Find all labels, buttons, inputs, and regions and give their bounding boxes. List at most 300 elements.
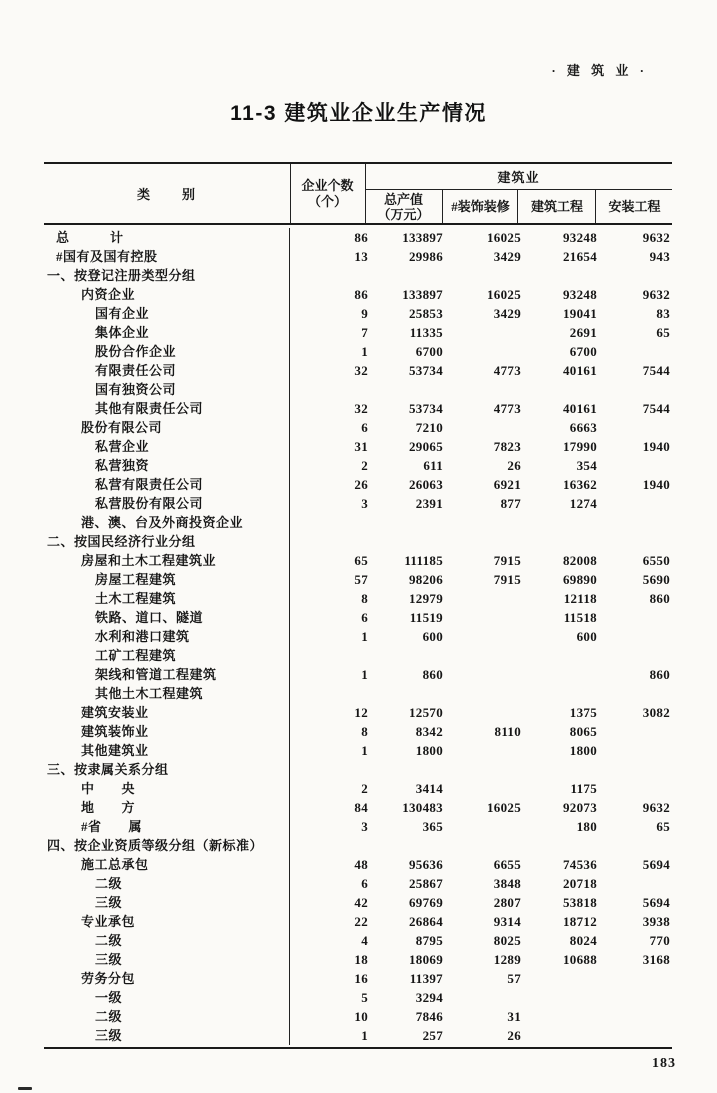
row-label: 国有企业	[44, 304, 290, 323]
row-value: 4	[361, 933, 368, 948]
row-value: 5690	[642, 572, 670, 587]
row-value: 6921	[493, 477, 521, 492]
row-value: 26	[507, 1028, 521, 1043]
row-value: 365	[422, 819, 443, 834]
row-label: 其他建筑业	[44, 741, 290, 760]
row-value	[597, 722, 670, 741]
row-value: 611	[423, 458, 443, 473]
table-row	[44, 836, 672, 855]
row-value: 65	[656, 325, 670, 340]
row-label: 私营股份有限公司	[44, 494, 290, 513]
table-body	[44, 225, 672, 1049]
table-row	[44, 988, 672, 1007]
row-value: 8342	[415, 724, 443, 739]
row-value: 22	[354, 914, 368, 929]
row-value: 21654	[563, 249, 597, 264]
row-value: 26	[507, 458, 521, 473]
row-value	[521, 1026, 597, 1045]
row-value: 93248	[563, 287, 597, 302]
row-label: 水利和港口建筑	[44, 627, 290, 646]
row-label: 一、按登记注册类型分组	[44, 266, 290, 285]
row-value: 17990	[563, 439, 597, 454]
table-row	[44, 855, 672, 874]
row-value	[443, 646, 521, 665]
row-value	[521, 988, 597, 1007]
row-value: 16025	[487, 287, 521, 302]
table-row	[44, 931, 672, 950]
row-value: 6	[361, 420, 368, 435]
row-label: 总 计	[44, 228, 290, 247]
row-value: 860	[649, 667, 670, 682]
row-value: 7544	[642, 401, 670, 416]
row-value	[521, 665, 597, 684]
table-row	[44, 551, 672, 570]
row-value: 18069	[409, 952, 443, 967]
header-decoration	[442, 190, 518, 223]
row-value: 5	[361, 990, 368, 1005]
row-value	[597, 1026, 670, 1045]
row-value	[521, 380, 597, 399]
row-label: 三级	[44, 950, 290, 969]
row-value	[521, 1007, 597, 1026]
row-value: 7915	[493, 553, 521, 568]
row-value: 95636	[409, 857, 443, 872]
row-value: 9632	[642, 287, 670, 302]
page-title: 11-3 建筑业企业生产情况	[230, 102, 487, 125]
row-value: 53734	[409, 401, 443, 416]
row-value: 1800	[569, 743, 597, 758]
table-row	[44, 266, 672, 285]
row-value: 1	[361, 743, 368, 758]
row-value	[290, 760, 368, 779]
row-value: 1274	[569, 496, 597, 511]
row-label: 土木工程建筑	[44, 589, 290, 608]
row-value	[443, 988, 521, 1007]
row-value: 84	[354, 800, 368, 815]
table-row	[44, 399, 672, 418]
row-value: 16025	[487, 230, 521, 245]
row-value: 8	[361, 591, 368, 606]
row-value	[443, 665, 521, 684]
row-value: 7846	[415, 1009, 443, 1024]
table-row	[44, 760, 672, 779]
row-label: 铁路、道口、隧道	[44, 608, 290, 627]
row-value	[290, 513, 368, 532]
header-gross-output-line2: （万元）	[377, 206, 430, 222]
row-value	[521, 684, 597, 703]
row-value: 8065	[569, 724, 597, 739]
row-value: 877	[500, 496, 521, 511]
header-enterprise-count-line2: （个）	[307, 193, 347, 209]
row-value: 26864	[409, 914, 443, 929]
row-value: 12570	[409, 705, 443, 720]
header-enterprise-count-line1: 企业个数	[301, 177, 354, 193]
row-value: 130483	[402, 800, 443, 815]
row-value	[597, 532, 670, 551]
row-value: 69769	[409, 895, 443, 910]
row-value: 20718	[563, 876, 597, 891]
row-value	[443, 684, 521, 703]
table-row	[44, 342, 672, 361]
row-value: 10688	[563, 952, 597, 967]
header-construction-works	[517, 190, 596, 223]
table-row	[44, 874, 672, 893]
row-value	[368, 532, 443, 551]
row-label: 内资企业	[44, 285, 290, 304]
row-value: 11335	[409, 325, 443, 340]
header-decoration-line1: #装饰装修	[451, 199, 510, 214]
row-value: 9632	[642, 230, 670, 245]
row-value	[368, 646, 443, 665]
header-group-construction: 建筑业	[365, 164, 672, 190]
row-value	[597, 266, 670, 285]
row-value: 11397	[409, 971, 443, 986]
row-value	[597, 380, 670, 399]
row-value: 42	[354, 895, 368, 910]
row-value: 2807	[493, 895, 521, 910]
row-label: 施工总承包	[44, 855, 290, 874]
row-value	[443, 760, 521, 779]
table-row	[44, 1026, 672, 1045]
table-row	[44, 893, 672, 912]
row-label: 股份合作企业	[44, 342, 290, 361]
row-value: 18	[354, 952, 368, 967]
row-value: 19041	[563, 306, 597, 321]
row-label: 专业承包	[44, 912, 290, 931]
table-row	[44, 589, 672, 608]
row-value: 26063	[409, 477, 443, 492]
row-value: 82008	[563, 553, 597, 568]
row-value: 86	[354, 230, 368, 245]
row-value: 12118	[563, 591, 597, 606]
row-value: 943	[649, 249, 670, 264]
row-value: 53818	[563, 895, 597, 910]
table-row	[44, 228, 672, 247]
row-value: 5694	[642, 857, 670, 872]
row-value: 7210	[415, 420, 443, 435]
row-value: 3429	[493, 249, 521, 264]
table-row	[44, 798, 672, 817]
table-header	[44, 162, 672, 225]
row-label: 二级	[44, 931, 290, 950]
row-value: 7823	[493, 439, 521, 454]
row-label: 二、按国民经济行业分组	[44, 532, 290, 551]
header-enterprise-count	[290, 164, 366, 223]
header-gross-output-line1: 总产值	[383, 191, 423, 207]
row-label: 三级	[44, 893, 290, 912]
row-value	[597, 342, 670, 361]
row-value: 16025	[487, 800, 521, 815]
row-value: 1175	[570, 781, 597, 796]
row-label: 港、澳、台及外商投资企业	[44, 513, 290, 532]
row-value: 3938	[642, 914, 670, 929]
row-value	[443, 817, 521, 836]
row-value: 92073	[563, 800, 597, 815]
row-value	[597, 741, 670, 760]
row-value	[368, 380, 443, 399]
row-value: 12979	[409, 591, 443, 606]
row-value: 12	[354, 705, 368, 720]
row-value	[597, 836, 670, 855]
row-value: 257	[422, 1028, 443, 1043]
table-row	[44, 304, 672, 323]
row-value: 93248	[563, 230, 597, 245]
row-value: 7	[361, 325, 368, 340]
row-value: 133897	[402, 287, 443, 302]
row-value: 2391	[415, 496, 443, 511]
row-value: 25853	[409, 306, 443, 321]
row-label: #省 属	[44, 817, 290, 836]
row-value	[443, 779, 521, 798]
row-value	[443, 703, 521, 722]
table-row	[44, 646, 672, 665]
row-value: 1	[361, 344, 368, 359]
row-value	[521, 532, 597, 551]
row-value	[368, 684, 443, 703]
row-value: 1940	[642, 439, 670, 454]
row-value: 7544	[642, 363, 670, 378]
row-value	[368, 836, 443, 855]
header-category: 类 别	[44, 164, 291, 223]
table-row	[44, 684, 672, 703]
table-row	[44, 817, 672, 836]
row-value: 83	[656, 306, 670, 321]
row-value: 2691	[569, 325, 597, 340]
row-value: 11518	[563, 610, 597, 625]
row-label: 房屋工程建筑	[44, 570, 290, 589]
row-value	[597, 969, 670, 988]
row-value: 6	[361, 876, 368, 891]
row-value	[290, 266, 368, 285]
row-label: 私营有限责任公司	[44, 475, 290, 494]
row-value: 6700	[415, 344, 443, 359]
row-value: 29065	[409, 439, 443, 454]
row-label: 有限责任公司	[44, 361, 290, 380]
row-label: 四、按企业资质等级分组（新标准）	[44, 836, 290, 855]
row-value: 31	[354, 439, 368, 454]
row-value: 29986	[409, 249, 443, 264]
row-value	[443, 380, 521, 399]
table-row	[44, 570, 672, 589]
row-value: 600	[576, 629, 597, 644]
row-value: 8024	[569, 933, 597, 948]
row-value	[443, 418, 521, 437]
row-value	[368, 266, 443, 285]
table-row	[44, 665, 672, 684]
row-value: 8025	[493, 933, 521, 948]
row-value	[290, 380, 368, 399]
row-value: 65	[656, 819, 670, 834]
row-value	[521, 969, 597, 988]
header-installation-works	[595, 190, 673, 223]
row-value: 57	[354, 572, 368, 587]
table-row	[44, 380, 672, 399]
row-label: 一级	[44, 988, 290, 1007]
row-value: 4773	[493, 363, 521, 378]
row-label: 三级	[44, 1026, 290, 1045]
row-value: 6550	[642, 553, 670, 568]
row-value: 3848	[493, 876, 521, 891]
row-label: 中 央	[44, 779, 290, 798]
table-row	[44, 456, 672, 475]
table-row	[44, 741, 672, 760]
row-label: 建筑装饰业	[44, 722, 290, 741]
row-value	[443, 532, 521, 551]
row-value	[443, 741, 521, 760]
row-value: 31	[507, 1009, 521, 1024]
row-label: 其他土木工程建筑	[44, 684, 290, 703]
row-value	[521, 836, 597, 855]
row-value: 1289	[493, 952, 521, 967]
row-value	[521, 513, 597, 532]
table-row	[44, 532, 672, 551]
row-value: 2	[361, 781, 368, 796]
scan-artifact	[18, 1087, 32, 1090]
row-value	[443, 589, 521, 608]
table-row	[44, 722, 672, 741]
row-value: 9632	[642, 800, 670, 815]
table-row	[44, 437, 672, 456]
row-value	[443, 342, 521, 361]
row-value	[443, 513, 521, 532]
row-value	[597, 627, 670, 646]
row-value: 3	[361, 819, 368, 834]
row-value	[368, 513, 443, 532]
statistics-table	[44, 162, 672, 1049]
row-value: 3414	[415, 781, 443, 796]
row-value: 10	[354, 1009, 368, 1024]
row-value	[597, 779, 670, 798]
row-value	[290, 532, 368, 551]
table-row	[44, 475, 672, 494]
row-label: 集体企业	[44, 323, 290, 342]
row-value	[521, 266, 597, 285]
row-value: 1375	[569, 705, 597, 720]
row-value	[597, 1007, 670, 1026]
row-value: 354	[576, 458, 597, 473]
header-gross-output	[365, 190, 442, 223]
row-value: 69890	[563, 572, 597, 587]
header-construction-works-line1: 建筑工程	[530, 199, 583, 214]
row-label: 其他有限责任公司	[44, 399, 290, 418]
table-row	[44, 285, 672, 304]
row-value	[290, 836, 368, 855]
row-label: 地 方	[44, 798, 290, 817]
row-value: 9	[361, 306, 368, 321]
row-value: 4773	[493, 401, 521, 416]
row-label: 工矿工程建筑	[44, 646, 290, 665]
row-value	[443, 627, 521, 646]
row-label: 私营独资	[44, 456, 290, 475]
row-value	[290, 684, 368, 703]
header-installation-works-line1: 安装工程	[608, 199, 661, 214]
row-value: 98206	[409, 572, 443, 587]
row-value: 86	[354, 287, 368, 302]
row-value	[290, 646, 368, 665]
row-value: 3	[361, 496, 368, 511]
row-value: 7915	[493, 572, 521, 587]
row-value: 3082	[642, 705, 670, 720]
table-row	[44, 247, 672, 266]
table-row	[44, 703, 672, 722]
row-value	[597, 646, 670, 665]
row-value: 8795	[415, 933, 443, 948]
table-row	[44, 513, 672, 532]
row-value: 860	[649, 591, 670, 606]
row-value: 6663	[569, 420, 597, 435]
row-value	[597, 494, 670, 513]
row-value	[597, 988, 670, 1007]
row-label: 二级	[44, 874, 290, 893]
row-value: 8110	[494, 724, 521, 739]
row-label: 劳务分包	[44, 969, 290, 988]
row-value: 9314	[493, 914, 521, 929]
row-value: 48	[354, 857, 368, 872]
row-value: 600	[422, 629, 443, 644]
row-label: 私营企业	[44, 437, 290, 456]
row-value: 16362	[563, 477, 597, 492]
table-row	[44, 361, 672, 380]
row-value: 25867	[409, 876, 443, 891]
row-value: 57	[507, 971, 521, 986]
row-value: 1	[361, 667, 368, 682]
row-value	[443, 323, 521, 342]
row-value: 3294	[415, 990, 443, 1005]
row-value	[597, 513, 670, 532]
row-value: 32	[354, 401, 368, 416]
row-value	[597, 684, 670, 703]
table-row	[44, 950, 672, 969]
row-value: 1	[361, 1028, 368, 1043]
row-value	[443, 836, 521, 855]
row-value: 65	[354, 553, 368, 568]
table-row	[44, 779, 672, 798]
row-value: 3168	[642, 952, 670, 967]
table-row	[44, 608, 672, 627]
table-row	[44, 969, 672, 988]
row-value	[597, 760, 670, 779]
table-row	[44, 627, 672, 646]
row-value: 3429	[493, 306, 521, 321]
row-label: 国有独资公司	[44, 380, 290, 399]
row-value: 5694	[642, 895, 670, 910]
page-number: 183	[652, 1056, 676, 1071]
row-value: 6700	[569, 344, 597, 359]
row-value: 74536	[563, 857, 597, 872]
row-value: 2	[361, 458, 368, 473]
row-value	[597, 418, 670, 437]
row-value: 13	[354, 249, 368, 264]
table-row	[44, 912, 672, 931]
row-value	[521, 646, 597, 665]
row-value: 32	[354, 363, 368, 378]
row-value	[368, 760, 443, 779]
table-row	[44, 1007, 672, 1026]
row-value: 18712	[563, 914, 597, 929]
row-value	[597, 456, 670, 475]
row-label: 二级	[44, 1007, 290, 1026]
table-row	[44, 323, 672, 342]
row-value: 1940	[642, 477, 670, 492]
row-value	[597, 874, 670, 893]
row-value: 16	[354, 971, 368, 986]
row-value: 40161	[563, 401, 597, 416]
row-value: 40161	[563, 363, 597, 378]
row-value	[597, 608, 670, 627]
row-label: 房屋和土木工程建筑业	[44, 551, 290, 570]
table-row	[44, 418, 672, 437]
row-value: 133897	[402, 230, 443, 245]
